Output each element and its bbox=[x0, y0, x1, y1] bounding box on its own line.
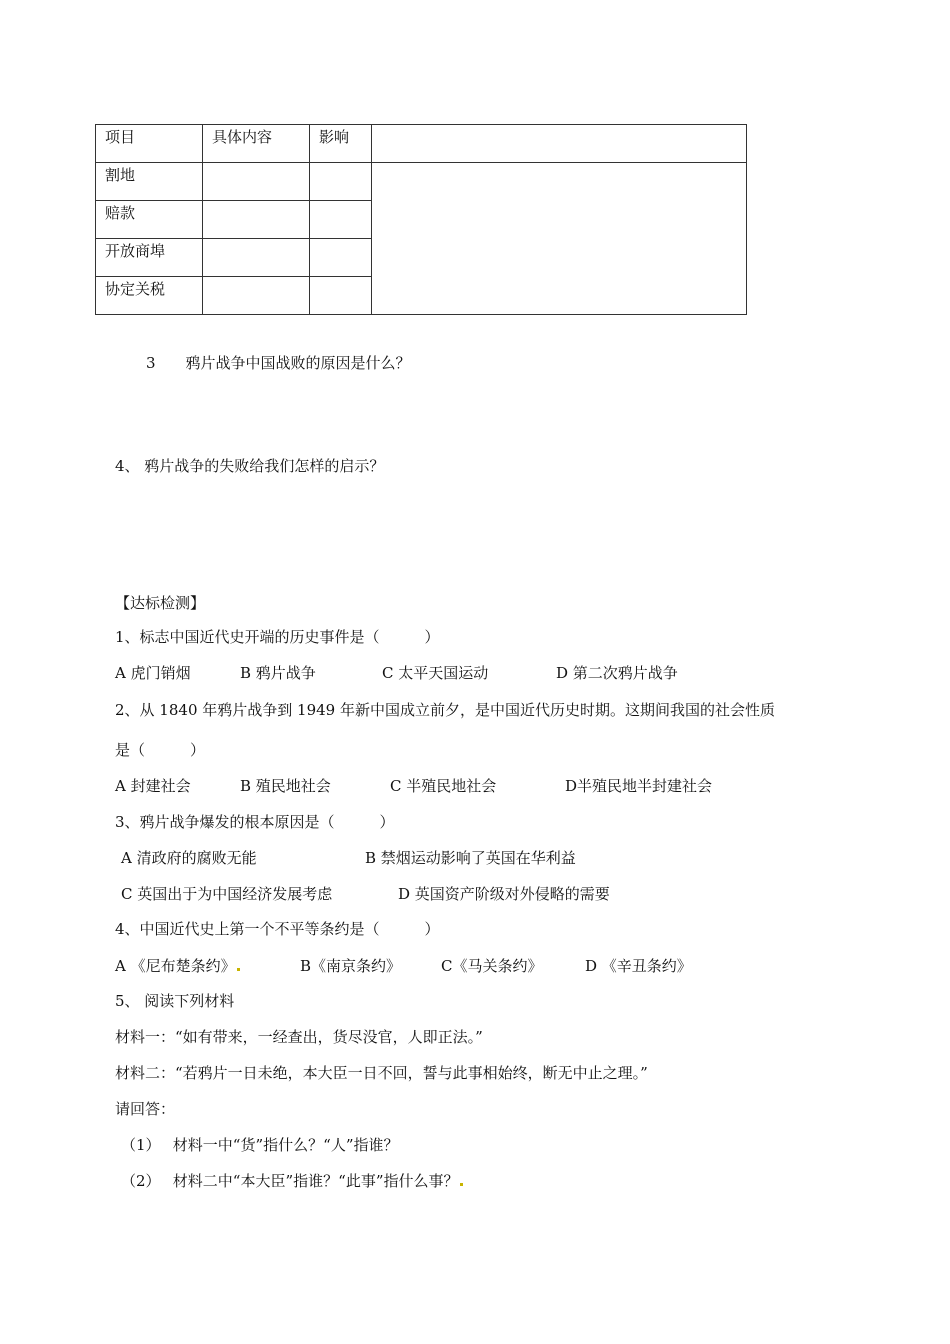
table-cell bbox=[310, 239, 372, 277]
mark-dot bbox=[237, 968, 240, 971]
test-q3-option-b: B 禁烟运动影响了英国在华利益 bbox=[365, 849, 576, 867]
test-q1-option-d: D 第二次鸦片战争 bbox=[556, 664, 678, 682]
sub-question-1: （1） 材料一中“货”指什么？“人”指谁？ bbox=[121, 1136, 399, 1154]
table-cell bbox=[310, 277, 372, 315]
test-q2-stem: 2、从 1840 年鸦片战争到 1949 年新中国成立前夕，是中国近代历史时期。这期间我国的社会性质 bbox=[115, 701, 775, 719]
sub-question-2 bbox=[121, 1170, 463, 1192]
mark-dot bbox=[460, 1183, 463, 1186]
table-header-cell bbox=[372, 125, 747, 163]
test-q4-option-c: C《马关条约》 bbox=[441, 957, 543, 975]
table-header-cell: 具体内容 bbox=[203, 125, 310, 163]
table-row-label: 开放商埠 bbox=[96, 239, 203, 277]
test-q2-stem-cont: 是（ ） bbox=[115, 741, 206, 759]
test-q2-option-b: B 殖民地社会 bbox=[240, 777, 331, 795]
test-q4-option-a bbox=[115, 955, 240, 977]
treaty-summary-table bbox=[95, 124, 747, 315]
section-title: 【达标检测】 bbox=[115, 594, 206, 612]
material-2: 材料二：“若鸦片一日未绝，本大臣一日不回，誓与此事相始终，断无中止之理。” bbox=[115, 1064, 648, 1082]
test-q2-option-a: A 封建社会 bbox=[115, 777, 191, 795]
test-q3-stem: 3、鸦片战争爆发的根本原因是（ ） bbox=[115, 813, 395, 831]
table-cell bbox=[203, 163, 310, 201]
table-row-label: 割地 bbox=[96, 163, 203, 201]
test-q2-option-c: C 半殖民地社会 bbox=[390, 777, 497, 795]
option-text: A 《尼布楚条约》 bbox=[115, 957, 236, 975]
test-q5-stem: 5、 阅读下列材料 bbox=[115, 992, 235, 1010]
table-row-label: 协定关税 bbox=[96, 277, 203, 315]
table-merged-cell bbox=[372, 163, 747, 315]
test-q3-option-d: D 英国资产阶级对外侵略的需要 bbox=[398, 885, 610, 903]
table-header-cell: 影响 bbox=[310, 125, 372, 163]
test-q4-option-b: B《南京条约》 bbox=[300, 957, 402, 975]
test-q1-option-a: A 虎门销烟 bbox=[115, 664, 191, 682]
table-cell bbox=[310, 201, 372, 239]
table-row bbox=[96, 163, 747, 201]
answer-prompt: 请回答： bbox=[115, 1100, 176, 1118]
question-4: 4、 鸦片战争的失败给我们怎样的启示？ bbox=[115, 457, 385, 475]
table-header-row bbox=[96, 125, 747, 163]
test-q1-stem: 1、标志中国近代史开端的历史事件是（ ） bbox=[115, 628, 440, 646]
material-1: 材料一：“如有带来，一经查出，货尽没官，人即正法。” bbox=[115, 1028, 483, 1046]
test-q1-option-b: B 鸦片战争 bbox=[240, 664, 316, 682]
table-cell bbox=[203, 239, 310, 277]
table-cell bbox=[310, 163, 372, 201]
test-q4-stem: 4、中国近代史上第一个不平等条约是（ ） bbox=[115, 920, 440, 938]
table-row-label: 赔款 bbox=[96, 201, 203, 239]
test-q3-option-c: C 英国出于为中国经济发展考虑 bbox=[121, 885, 333, 903]
table-cell bbox=[203, 201, 310, 239]
test-q4-option-d: D 《辛丑条约》 bbox=[585, 957, 692, 975]
test-q3-option-a: A 清政府的腐败无能 bbox=[121, 849, 257, 867]
test-q1-option-c: C 太平天国运动 bbox=[382, 664, 489, 682]
test-q2-option-d: D半殖民地半封建社会 bbox=[565, 777, 713, 795]
table-header-cell: 项目 bbox=[96, 125, 203, 163]
sub-question-2-text: （2） 材料二中“本大臣”指谁？“此事”指什么事？ bbox=[121, 1172, 459, 1190]
question-3: 3 鸦片战争中国战败的原因是什么？ bbox=[146, 354, 411, 372]
table-cell bbox=[203, 277, 310, 315]
